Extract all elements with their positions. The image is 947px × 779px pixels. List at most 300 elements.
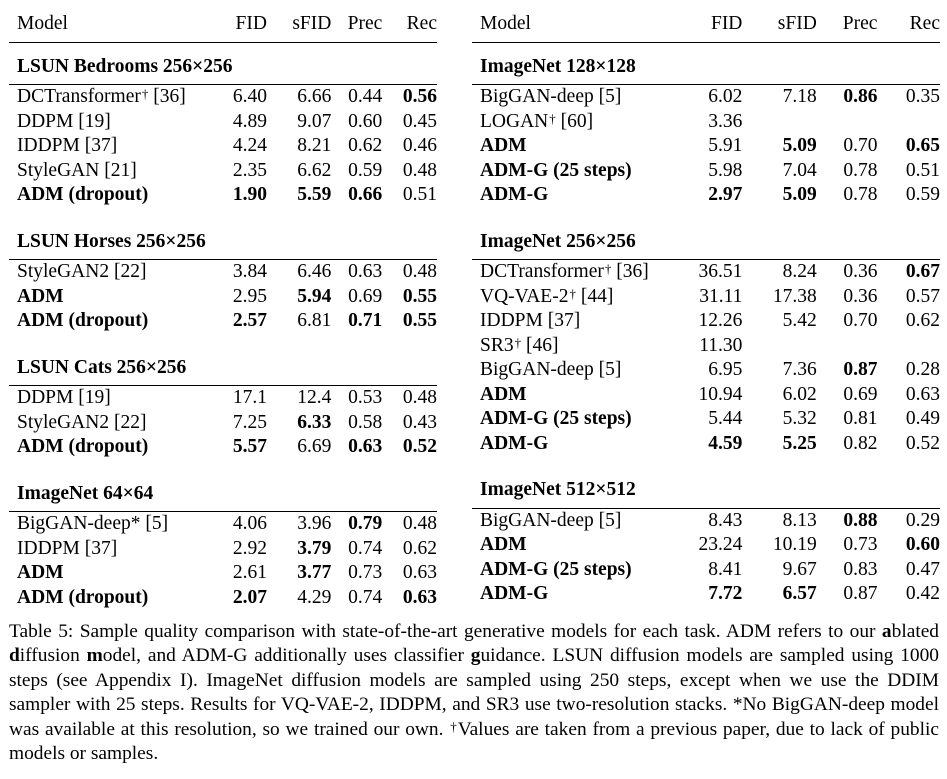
fid-cell: 2.92 <box>232 537 267 559</box>
prec-cell: 0.81 <box>843 408 878 429</box>
model-name: ADM (dropout) <box>17 310 149 331</box>
table-row <box>472 110 940 135</box>
sfid-cell: 7.36 <box>782 359 817 380</box>
model-cell <box>9 110 201 135</box>
section-title: LSUN Horses 256×256 <box>9 218 437 260</box>
prec-cell: 0.73 <box>348 562 383 583</box>
sfid-cell: 8.21 <box>297 135 332 156</box>
citation-ref: [37] <box>84 135 118 156</box>
section-spacer <box>472 456 940 466</box>
caption-acronym-letter: g <box>470 645 481 667</box>
section-title: LSUN Bedrooms 256×256 <box>9 42 437 85</box>
prec-cell: 0.69 <box>843 383 878 405</box>
dagger-mark: † <box>604 261 612 276</box>
model-cell <box>9 586 201 611</box>
fid-cell: 11.30 <box>699 334 743 356</box>
rec-cell: 0.28 <box>905 359 940 380</box>
table-row <box>9 537 437 562</box>
model-cell <box>472 558 674 583</box>
section-title: ImageNet 256×256 <box>472 218 940 260</box>
rec-cell: 0.63 <box>402 562 437 583</box>
model-name: ADM-G <box>480 583 549 604</box>
fid-cell: 6.95 <box>708 359 743 380</box>
fid-cell: 3.36 <box>708 110 743 132</box>
table-row <box>472 334 940 359</box>
header-fid: FID <box>710 13 743 34</box>
prec-cell: 0.71 <box>348 310 383 331</box>
right-results-table <box>472 6 940 607</box>
section-heading-row <box>472 218 940 260</box>
sfid-cell: 5.25 <box>782 432 817 454</box>
model-cell <box>9 561 201 586</box>
table-row <box>472 558 940 583</box>
rec-cell: 0.63 <box>905 383 940 405</box>
table-row <box>472 285 940 310</box>
citation-ref: [22] <box>113 261 147 282</box>
table-row <box>9 435 437 460</box>
table-row <box>472 508 940 533</box>
fid-cell: 4.59 <box>708 432 743 454</box>
rec-cell: 0.51 <box>905 159 940 181</box>
model-cell <box>9 411 201 436</box>
prec-cell: 0.69 <box>348 285 383 307</box>
table-row <box>9 183 437 208</box>
rec-cell: 0.63 <box>402 586 437 608</box>
caption-label: Table 5: <box>9 621 74 642</box>
model-name: VQ-VAE-2 <box>480 285 569 307</box>
sfid-cell: 8.24 <box>782 261 817 282</box>
sfid-cell: 3.77 <box>297 562 332 583</box>
rec-cell: 0.48 <box>402 261 437 282</box>
table-row <box>472 358 940 383</box>
dagger-mark: † <box>549 110 556 126</box>
caption-text: Sample quality comparison with state-of-the-art generative models for each task. ADM refers to our <box>73 621 882 642</box>
section-heading-row <box>9 218 437 260</box>
model-name: BigGAN-deep <box>480 359 594 380</box>
rec-cell: 0.29 <box>905 509 940 531</box>
fid-cell: 2.35 <box>232 159 267 181</box>
table-row <box>472 159 940 184</box>
model-name: SR3 <box>480 334 514 356</box>
rec-cell <box>877 110 940 135</box>
prec-cell: 0.87 <box>843 583 878 604</box>
rec-cell: 0.57 <box>905 285 940 307</box>
table-row <box>9 309 437 334</box>
model-cell <box>9 85 201 110</box>
header-fid: FID <box>235 13 267 34</box>
citation-ref: [36] <box>153 86 186 107</box>
model-name: ADM (dropout) <box>17 436 149 457</box>
fid-cell: 36.51 <box>698 261 743 282</box>
prec-cell: 0.36 <box>843 285 878 307</box>
table-row <box>9 561 437 586</box>
model-cell <box>472 508 674 533</box>
prec-cell: 0.63 <box>348 261 383 282</box>
model-cell <box>472 85 674 110</box>
rec-cell: 0.43 <box>402 411 437 433</box>
model-name: DDPM <box>17 110 74 132</box>
model-name: DCTransformer <box>480 261 604 282</box>
header-sfid: sFID <box>777 13 817 34</box>
sfid-cell <box>742 334 816 359</box>
model-name: DCTransformer <box>17 86 141 107</box>
sfid-cell: 6.46 <box>297 261 332 282</box>
table-row <box>9 586 437 611</box>
sfid-cell: 3.79 <box>297 537 332 559</box>
left-results-table <box>9 6 437 610</box>
spacer-cell <box>9 460 437 470</box>
dagger-mark: † <box>141 86 149 101</box>
model-cell <box>472 285 674 310</box>
table-section <box>9 470 437 611</box>
model-cell <box>472 383 674 408</box>
prec-cell: 0.86 <box>843 86 878 107</box>
model-cell <box>9 435 201 460</box>
citation-ref: [21] <box>104 159 137 181</box>
model-name: ADM (dropout) <box>17 184 149 205</box>
sfid-cell: 6.62 <box>297 159 332 181</box>
model-cell <box>472 159 674 184</box>
sfid-cell: 17.38 <box>772 285 817 307</box>
sfid-cell: 8.13 <box>782 509 817 531</box>
header-sfid: sFID <box>292 13 332 34</box>
rec-cell: 0.65 <box>905 135 940 156</box>
table-section <box>472 466 940 607</box>
header-rec: Rec <box>406 13 437 34</box>
rec-cell: 0.48 <box>402 513 437 534</box>
table-row <box>472 407 940 432</box>
model-name: ADM <box>480 383 527 405</box>
model-cell <box>472 260 674 285</box>
sfid-cell: 5.59 <box>297 184 332 205</box>
model-name: ADM <box>480 534 527 555</box>
model-name: ADM <box>17 562 64 583</box>
spacer-cell <box>472 456 940 466</box>
fid-cell: 4.89 <box>232 110 267 132</box>
prec-cell: 0.66 <box>348 184 383 205</box>
sfid-cell: 5.42 <box>782 310 817 331</box>
table-row <box>472 183 940 208</box>
model-cell <box>472 110 674 135</box>
table-row <box>9 411 437 436</box>
table-row <box>9 85 437 110</box>
model-name: IDDPM <box>480 310 543 331</box>
citation-ref: [60] <box>560 110 594 132</box>
sfid-cell: 6.69 <box>297 436 332 457</box>
citation-ref: [5] <box>598 359 622 380</box>
fid-cell: 2.95 <box>232 285 267 307</box>
sfid-cell: 9.67 <box>782 558 817 580</box>
spacer-cell <box>9 334 437 344</box>
section-title: ImageNet 512×512 <box>472 466 940 508</box>
prec-cell: 0.73 <box>843 534 878 555</box>
table-section <box>472 42 940 208</box>
section-title: ImageNet 64×64 <box>9 470 437 512</box>
table-row <box>472 260 940 285</box>
prec-cell: 0.70 <box>843 135 878 156</box>
table-row <box>472 134 940 159</box>
fid-cell: 5.44 <box>708 408 743 429</box>
model-name: ADM (dropout) <box>17 586 149 608</box>
sfid-cell: 3.96 <box>297 513 332 534</box>
prec-cell: 0.83 <box>843 558 878 580</box>
model-cell <box>9 260 201 285</box>
sfid-cell: 10.19 <box>772 534 817 555</box>
prec-cell: 0.87 <box>843 359 878 380</box>
table-row <box>9 134 437 159</box>
sfid-cell: 4.29 <box>297 586 332 608</box>
model-cell <box>472 432 674 457</box>
model-cell <box>472 134 674 159</box>
header-rec: Rec <box>909 13 940 34</box>
model-cell <box>472 533 674 558</box>
model-cell <box>9 537 201 562</box>
sfid-cell: 6.57 <box>782 583 817 604</box>
spacer-cell <box>472 208 940 218</box>
caption-text: Values are taken from a previous paper, due to lack of public models or samples. <box>9 718 940 765</box>
section-spacer <box>9 208 437 218</box>
sfid-cell: 9.07 <box>297 110 332 132</box>
rec-cell: 0.67 <box>905 261 940 282</box>
prec-cell: 0.82 <box>843 432 878 454</box>
caption-dagger: † <box>450 718 458 734</box>
prec-cell: 0.59 <box>348 159 383 181</box>
caption-acronym-letter: d <box>9 645 20 667</box>
fid-cell: 6.40 <box>232 86 267 107</box>
prec-cell: 0.36 <box>843 261 878 282</box>
rec-cell: 0.48 <box>402 159 437 181</box>
table-section <box>9 218 437 334</box>
caption-text: iffusion <box>19 645 87 667</box>
section-heading-row <box>9 470 437 512</box>
rec-cell: 0.62 <box>905 310 940 331</box>
table-header <box>472 6 940 42</box>
fid-cell: 17.1 <box>232 387 267 408</box>
model-name: DDPM <box>17 387 74 408</box>
table-row <box>472 85 940 110</box>
fid-cell: 2.61 <box>232 562 267 583</box>
citation-ref: [5] <box>598 509 622 531</box>
model-name: ADM-G <box>480 432 549 454</box>
sfid-cell <box>742 110 816 135</box>
caption-text: blated <box>891 621 940 642</box>
prec-cell: 0.78 <box>843 159 878 181</box>
results-table-right <box>472 6 940 607</box>
table-row <box>472 582 940 607</box>
sfid-cell: 5.94 <box>297 285 332 307</box>
citation-ref: [19] <box>78 387 111 408</box>
prec-cell <box>817 110 878 135</box>
fid-cell: 31.11 <box>699 285 743 307</box>
model-cell <box>472 183 674 208</box>
rec-cell: 0.47 <box>905 558 940 580</box>
model-name: ADM-G (25 steps) <box>480 408 632 429</box>
fid-cell: 2.97 <box>708 184 743 205</box>
model-cell <box>472 358 674 383</box>
fid-cell: 5.91 <box>708 135 743 156</box>
sfid-cell: 6.81 <box>297 310 332 331</box>
model-name: BigGAN-deep* <box>17 513 141 534</box>
sfid-cell: 12.4 <box>297 387 332 408</box>
model-cell <box>472 334 674 359</box>
header-model: Model <box>17 13 68 34</box>
citation-ref: [44] <box>580 285 614 307</box>
fid-cell: 10.94 <box>698 383 743 405</box>
rec-cell: 0.55 <box>402 310 437 331</box>
dagger-mark: † <box>569 285 576 301</box>
prec-cell: 0.44 <box>348 86 383 107</box>
table-caption <box>9 620 939 766</box>
model-name: StyleGAN <box>17 159 100 181</box>
prec-cell: 0.88 <box>843 509 878 531</box>
prec-cell: 0.79 <box>348 513 383 534</box>
rec-cell: 0.59 <box>905 184 940 205</box>
caption-acronym-letter: a <box>881 621 892 642</box>
sfid-cell: 5.32 <box>782 408 817 429</box>
caption-text: odel, and ADM-G additionally uses classifier <box>102 645 471 667</box>
fid-cell: 4.06 <box>232 513 267 534</box>
rec-cell: 0.52 <box>402 436 437 457</box>
table-section <box>472 218 940 457</box>
table-row <box>9 260 437 285</box>
section-spacer <box>9 460 437 470</box>
prec-cell: 0.70 <box>843 310 878 331</box>
fid-cell: 7.72 <box>708 583 743 604</box>
section-spacer <box>9 334 437 344</box>
model-name: StyleGAN2 <box>17 411 110 433</box>
prec-cell: 0.58 <box>348 411 383 433</box>
table-row <box>9 285 437 310</box>
header-prec: Prec <box>347 13 383 34</box>
model-cell <box>9 134 201 159</box>
section-title: ImageNet 128×128 <box>472 42 940 85</box>
model-name: ADM-G (25 steps) <box>480 159 632 181</box>
section-heading-row <box>472 42 940 85</box>
rec-cell: 0.55 <box>402 285 437 307</box>
citation-ref: [5] <box>598 86 622 107</box>
rec-cell: 0.45 <box>402 110 437 132</box>
prec-cell: 0.60 <box>348 110 383 132</box>
rec-cell: 0.51 <box>402 184 437 205</box>
fid-cell: 12.26 <box>698 310 743 331</box>
prec-cell: 0.74 <box>348 586 383 608</box>
table-row <box>472 533 940 558</box>
model-name: LOGAN <box>480 110 549 132</box>
section-heading-row <box>472 466 940 508</box>
fid-cell: 2.57 <box>232 310 267 331</box>
rec-cell: 0.42 <box>905 583 940 604</box>
sfid-cell: 5.09 <box>782 135 817 156</box>
fid-cell: 3.84 <box>232 261 267 282</box>
sfid-cell: 5.09 <box>782 184 817 205</box>
rec-cell: 0.46 <box>402 135 437 156</box>
table-row <box>472 432 940 457</box>
model-cell <box>9 309 201 334</box>
sfid-cell: 7.18 <box>782 86 817 107</box>
model-name: IDDPM <box>17 537 80 559</box>
dagger-mark: † <box>514 334 522 350</box>
fid-cell: 5.98 <box>708 159 743 181</box>
model-cell <box>472 407 674 432</box>
prec-cell: 0.53 <box>348 387 383 408</box>
sfid-cell: 7.04 <box>782 159 817 181</box>
header-prec: Prec <box>842 13 878 34</box>
table-row <box>472 383 940 408</box>
section-heading-row <box>9 42 437 85</box>
table-section <box>9 42 437 208</box>
rec-cell: 0.60 <box>905 534 940 555</box>
sfid-cell: 6.33 <box>297 411 332 433</box>
prec-cell: 0.78 <box>843 184 878 205</box>
rec-cell: 0.62 <box>402 537 437 559</box>
rec-cell: 0.49 <box>905 408 940 429</box>
citation-ref: [22] <box>113 411 147 433</box>
model-cell <box>9 159 201 184</box>
citation-ref: [37] <box>84 537 118 559</box>
citation-ref: [19] <box>78 110 111 132</box>
prec-cell: 0.63 <box>348 436 383 457</box>
results-table-left <box>9 6 437 610</box>
model-name: BigGAN-deep <box>480 509 594 531</box>
model-name: ADM <box>480 135 527 156</box>
rec-cell <box>877 334 940 359</box>
prec-cell <box>817 334 878 359</box>
fid-cell: 2.07 <box>232 586 267 608</box>
fid-cell: 8.43 <box>708 509 743 531</box>
model-cell <box>472 309 674 334</box>
table-section <box>9 344 437 460</box>
model-name: IDDPM <box>17 135 80 156</box>
fid-cell: 5.57 <box>232 436 267 457</box>
sfid-cell: 6.02 <box>782 383 817 405</box>
table-row <box>9 159 437 184</box>
spacer-cell <box>9 208 437 218</box>
header-model: Model <box>480 13 531 34</box>
fid-cell: 8.41 <box>708 558 743 580</box>
fid-cell: 23.24 <box>698 534 743 555</box>
fid-cell: 6.02 <box>708 86 743 107</box>
table-row <box>9 512 437 537</box>
model-cell <box>9 386 201 411</box>
model-cell <box>9 183 201 208</box>
model-cell <box>472 582 674 607</box>
rec-cell: 0.48 <box>402 387 437 408</box>
table-header <box>9 6 437 42</box>
model-name: ADM-G (25 steps) <box>480 558 632 580</box>
fid-cell: 1.90 <box>232 184 267 205</box>
citation-ref: [36] <box>616 261 649 282</box>
caption-acronym-letter: m <box>86 645 103 667</box>
section-title: LSUN Cats 256×256 <box>9 344 437 386</box>
model-name: BigGAN-deep <box>480 86 594 107</box>
table-row <box>472 309 940 334</box>
table-row <box>9 386 437 411</box>
citation-ref: [5] <box>145 513 169 534</box>
fid-cell: 7.25 <box>232 411 267 433</box>
section-spacer <box>472 208 940 218</box>
sfid-cell: 6.66 <box>297 86 332 107</box>
rec-cell: 0.52 <box>905 432 940 454</box>
rec-cell: 0.56 <box>402 86 437 107</box>
model-name: ADM-G <box>480 184 549 205</box>
section-heading-row <box>9 344 437 386</box>
model-name: ADM <box>17 285 64 307</box>
caption-text: uidance. LSUN diffusion models are sampled using 1000 steps (see Appendix I). ImageNet diffusion models are sampled using 250 steps, except when we use the DDIM sampler with 25 steps. Results for VQ-VAE-2, IDDPM, and SR3 use two-resolution stacks. *No BigGAN-deep model was available at this resolution, so we trained our own. <box>9 645 939 740</box>
citation-ref: [46] <box>525 334 559 356</box>
model-cell <box>9 512 201 537</box>
prec-cell: 0.62 <box>348 135 383 156</box>
model-cell <box>9 285 201 310</box>
